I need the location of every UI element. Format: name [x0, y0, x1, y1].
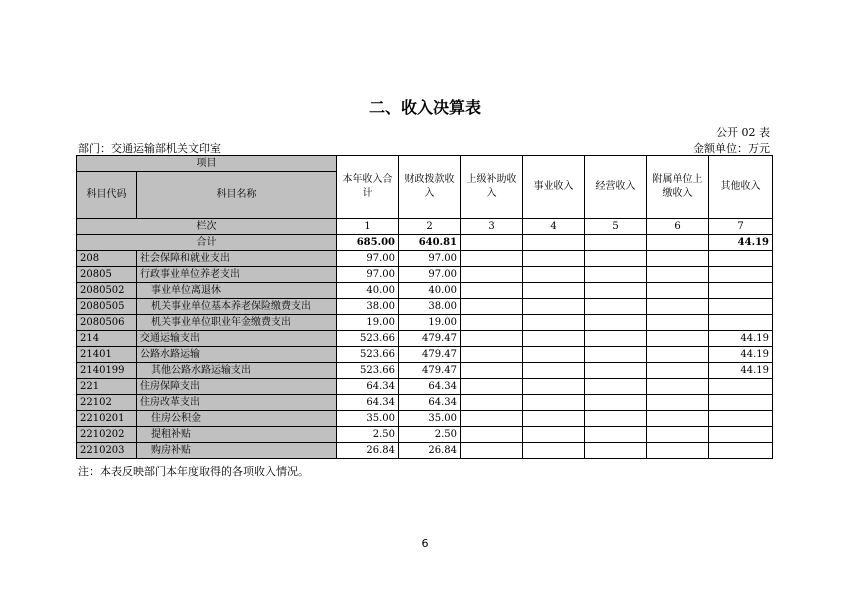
- row-code: 2210203: [77, 443, 137, 459]
- row-value: [709, 283, 773, 299]
- table-row: [77, 331, 773, 347]
- row-value: 2.50: [337, 427, 399, 443]
- row-value: 44.19: [709, 363, 773, 379]
- row-value: [523, 379, 585, 395]
- row-value: [523, 331, 585, 347]
- row-value: [523, 267, 585, 283]
- row-value: [647, 267, 709, 283]
- row-value: 40.00: [399, 283, 461, 299]
- row-code: 214: [77, 331, 137, 347]
- col-num-7: 7: [709, 219, 773, 235]
- row-value: 2.50: [399, 427, 461, 443]
- row-value: [461, 331, 523, 347]
- lanci-label: 栏次: [77, 219, 337, 235]
- row-code: 2210201: [77, 411, 137, 427]
- row-value: [523, 315, 585, 331]
- row-value: 44.19: [709, 331, 773, 347]
- header-col-1: 本年收入合计: [337, 156, 399, 219]
- row-value: [647, 347, 709, 363]
- unit-label: 金额单位：万元: [693, 142, 770, 155]
- row-value: [461, 251, 523, 267]
- table-row: [77, 283, 773, 299]
- row-name: 住房保障支出: [137, 379, 337, 395]
- row-value: [585, 331, 647, 347]
- row-value: [523, 251, 585, 267]
- row-value: [585, 395, 647, 411]
- lanci-row: [77, 219, 773, 235]
- row-code: 2080502: [77, 283, 137, 299]
- header-code: 科目代码: [77, 172, 137, 219]
- row-value: [709, 299, 773, 315]
- total-row: [77, 235, 773, 251]
- row-value: 35.00: [399, 411, 461, 427]
- row-value: [709, 411, 773, 427]
- table-row: [77, 267, 773, 283]
- row-value: [647, 379, 709, 395]
- row-value: 38.00: [337, 299, 399, 315]
- row-name: 公路水路运输: [137, 347, 337, 363]
- col-num-2: 2: [399, 219, 461, 235]
- row-name: 事业单位离退休: [137, 283, 337, 299]
- header-col-6: 附属单位上缴收入: [647, 156, 709, 219]
- row-value: [461, 427, 523, 443]
- row-code: 221: [77, 379, 137, 395]
- row-value: [647, 395, 709, 411]
- row-value: 479.47: [399, 363, 461, 379]
- row-value: [461, 283, 523, 299]
- col-num-5: 5: [585, 219, 647, 235]
- row-name: 提租补贴: [137, 427, 337, 443]
- row-value: [523, 299, 585, 315]
- row-value: [523, 411, 585, 427]
- row-code: 2080506: [77, 315, 137, 331]
- row-value: [585, 283, 647, 299]
- row-name: 其他公路水路运输支出: [137, 363, 337, 379]
- row-value: 523.66: [337, 331, 399, 347]
- row-value: 64.34: [399, 379, 461, 395]
- row-value: [523, 443, 585, 459]
- row-value: [709, 395, 773, 411]
- header-row-1: [77, 156, 773, 172]
- row-name: 机关事业单位职业年金缴费支出: [137, 315, 337, 331]
- total-value: 640.81: [399, 235, 461, 251]
- row-value: [585, 299, 647, 315]
- row-value: 97.00: [399, 251, 461, 267]
- row-value: 26.84: [399, 443, 461, 459]
- row-value: [523, 363, 585, 379]
- header-col-5: 经营收入: [585, 156, 647, 219]
- row-value: 97.00: [337, 251, 399, 267]
- row-value: 479.47: [399, 331, 461, 347]
- row-value: [647, 411, 709, 427]
- row-value: 523.66: [337, 363, 399, 379]
- table-row: [77, 251, 773, 267]
- row-name: 机关事业单位基本养老保险缴费支出: [137, 299, 337, 315]
- row-value: [461, 379, 523, 395]
- row-value: [647, 251, 709, 267]
- row-value: 97.00: [337, 267, 399, 283]
- department-label: 部门：交通运输部机关文印室: [78, 142, 221, 155]
- row-value: [647, 315, 709, 331]
- col-num-4: 4: [523, 219, 585, 235]
- page-title: 二、收入决算表: [368, 98, 481, 117]
- row-value: [461, 411, 523, 427]
- row-code: 20805: [77, 267, 137, 283]
- row-value: 479.47: [399, 347, 461, 363]
- table-row: [77, 443, 773, 459]
- row-value: 64.34: [337, 379, 399, 395]
- row-value: [585, 427, 647, 443]
- row-value: [461, 315, 523, 331]
- row-name: 行政事业单位养老支出: [137, 267, 337, 283]
- total-value: [647, 235, 709, 251]
- row-name: 住房公积金: [137, 411, 337, 427]
- row-value: [523, 347, 585, 363]
- col-num-3: 3: [461, 219, 523, 235]
- row-value: [647, 331, 709, 347]
- row-value: 64.34: [399, 395, 461, 411]
- table-row: [77, 347, 773, 363]
- header-name: 科目名称: [137, 172, 337, 219]
- row-value: [461, 443, 523, 459]
- row-value: [585, 411, 647, 427]
- table-row: [77, 427, 773, 443]
- header-col-4: 事业收入: [523, 156, 585, 219]
- total-value: [523, 235, 585, 251]
- row-value: [461, 347, 523, 363]
- row-value: 26.84: [337, 443, 399, 459]
- table-row: [77, 299, 773, 315]
- row-value: 44.19: [709, 347, 773, 363]
- table-row: [77, 395, 773, 411]
- table-row: [77, 379, 773, 395]
- row-value: 523.66: [337, 347, 399, 363]
- row-value: [709, 251, 773, 267]
- row-value: 19.00: [337, 315, 399, 331]
- table-row: [77, 315, 773, 331]
- row-name: 购房补贴: [137, 443, 337, 459]
- row-value: [461, 395, 523, 411]
- row-name: 社会保障和就业支出: [137, 251, 337, 267]
- row-value: [461, 299, 523, 315]
- col-num-6: 6: [647, 219, 709, 235]
- row-value: [709, 267, 773, 283]
- row-value: [585, 315, 647, 331]
- total-label: 合计: [77, 235, 337, 251]
- row-value: 38.00: [399, 299, 461, 315]
- row-code: 2080505: [77, 299, 137, 315]
- header-col-7: 其他收入: [709, 156, 773, 219]
- table-note: 注：本表反映部门本年度取得的各项收入情况。: [78, 465, 309, 478]
- row-value: [523, 283, 585, 299]
- page-number: 6: [421, 537, 429, 550]
- row-value: [585, 251, 647, 267]
- row-value: 97.00: [399, 267, 461, 283]
- row-value: [523, 427, 585, 443]
- total-value: 685.00: [337, 235, 399, 251]
- row-value: [709, 443, 773, 459]
- row-value: [647, 283, 709, 299]
- row-value: [461, 267, 523, 283]
- row-value: 64.34: [337, 395, 399, 411]
- row-value: [585, 347, 647, 363]
- row-value: [647, 427, 709, 443]
- row-value: 35.00: [337, 411, 399, 427]
- header-col-3: 上级补助收入: [461, 156, 523, 219]
- row-value: [647, 443, 709, 459]
- table-row: [77, 411, 773, 427]
- total-value: [585, 235, 647, 251]
- row-code: 22102: [77, 395, 137, 411]
- header-item: 项目: [77, 156, 337, 172]
- row-code: 2210202: [77, 427, 137, 443]
- row-value: [647, 299, 709, 315]
- row-value: [585, 443, 647, 459]
- row-value: [461, 363, 523, 379]
- row-value: [647, 363, 709, 379]
- row-value: [709, 427, 773, 443]
- table-row: [77, 363, 773, 379]
- row-name: 交通运输支出: [137, 331, 337, 347]
- row-value: [709, 379, 773, 395]
- row-code: 2140199: [77, 363, 137, 379]
- row-value: [585, 267, 647, 283]
- row-value: 40.00: [337, 283, 399, 299]
- form-number: 公开 02 表: [716, 126, 770, 139]
- total-value: 44.19: [709, 235, 773, 251]
- header-col-2: 财政拨款收入: [399, 156, 461, 219]
- row-value: [523, 395, 585, 411]
- row-value: [585, 379, 647, 395]
- row-value: [585, 363, 647, 379]
- col-num-1: 1: [337, 219, 399, 235]
- row-value: [709, 315, 773, 331]
- row-name: 住房改革支出: [137, 395, 337, 411]
- row-code: 208: [77, 251, 137, 267]
- income-table: [76, 155, 773, 459]
- row-value: 19.00: [399, 315, 461, 331]
- row-code: 21401: [77, 347, 137, 363]
- total-value: [461, 235, 523, 251]
